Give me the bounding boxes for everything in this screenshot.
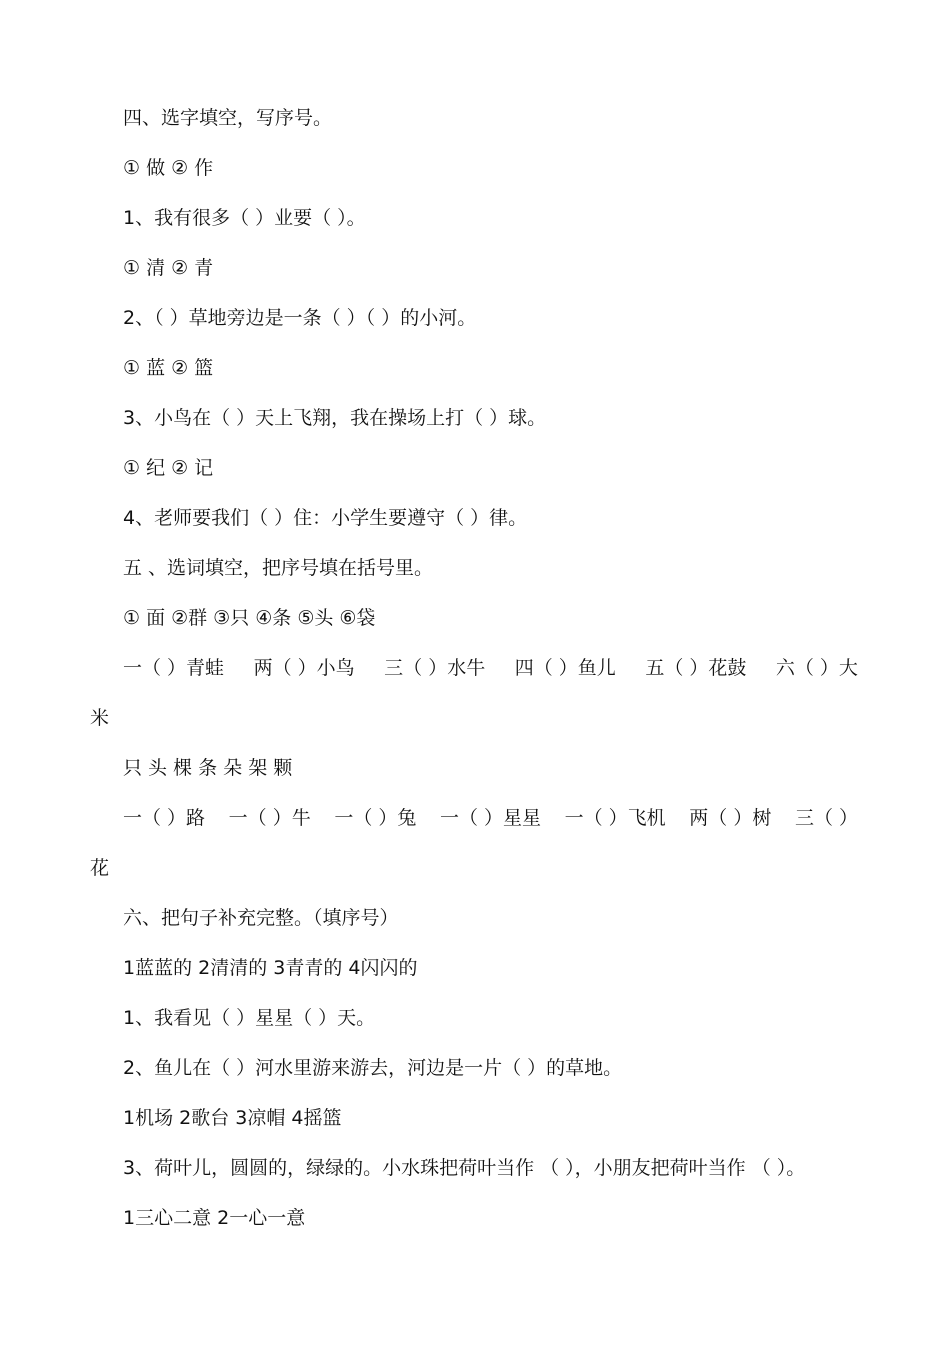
- measure-word-options: 只 头 棵 条 朵 架 颗: [123, 757, 293, 779]
- question-2: 2、（ ）草地旁边是一条（ ）（ ）的小河。: [123, 307, 477, 329]
- measure-blank: 一（ ）兔: [334, 807, 417, 829]
- measure-blank: 三（ ）水牛: [384, 657, 486, 679]
- measure-blank: 两（ ）小鸟: [253, 657, 355, 679]
- measure-blank: 六（ ）大: [775, 657, 858, 679]
- section-four-title: 四、选字填空，写序号。: [123, 107, 333, 129]
- measure-blank: 一（ ）路: [123, 807, 206, 829]
- choice-options: ① 蓝 ② 篮: [123, 357, 214, 379]
- measure-word-row-1: [123, 656, 858, 680]
- measure-blank: 一（ ）飞机: [564, 807, 666, 829]
- measure-blank: 一（ ）星星: [439, 807, 542, 829]
- choice-options: ① 清 ② 青: [123, 257, 214, 279]
- wrapped-text: 花: [90, 857, 110, 879]
- measure-word-options: ① 面 ②群 ③只 ④条 ⑤头 ⑥袋: [123, 607, 376, 629]
- measure-blank: 五（ ）花鼓: [645, 657, 747, 679]
- question-3: 3、小鸟在（ ）天上飞翔，我在操场上打（ ）球。: [123, 407, 547, 429]
- word-options: 1三心二意 2一心一意: [123, 1207, 306, 1229]
- word-options: 1机场 2歌台 3凉帽 4摇篮: [123, 1107, 342, 1129]
- measure-word-row-2: [123, 806, 858, 830]
- section-five-title: 五 、选词填空，把序号填在括号里。: [123, 557, 434, 579]
- measure-blank: 三（ ）: [794, 807, 858, 829]
- measure-blank: 两（ ）树: [689, 807, 772, 829]
- sentence-3: 3、荷叶儿，圆圆的，绿绿的。小水珠把荷叶当作 （ ），小朋友把荷叶当作 （ ）。: [123, 1157, 806, 1179]
- question-1: 1、我有很多（ ）业要（ ）。: [123, 207, 366, 229]
- choice-options: ① 纪 ② 记: [123, 457, 214, 479]
- choice-options: ① 做 ② 作: [123, 157, 214, 179]
- measure-blank: 一（ ）牛: [228, 807, 311, 829]
- wrapped-text: 米: [90, 707, 110, 729]
- question-4: 4、老师要我们（ ）住：小学生要遵守（ ）律。: [123, 507, 528, 529]
- section-six-title: 六、把句子补充完整。（填序号）: [123, 907, 399, 929]
- word-options: 1蓝蓝的 2清清的 3青青的 4闪闪的: [123, 957, 418, 979]
- sentence-1: 1、我看见（ ）星星（ ）天。: [123, 1007, 376, 1029]
- sentence-2: 2、鱼儿在（ ）河水里游来游去，河边是一片（ ）的草地。: [123, 1057, 623, 1079]
- measure-blank: 一（ ）青蛙: [123, 657, 225, 679]
- measure-blank: 四（ ）鱼儿: [514, 657, 616, 679]
